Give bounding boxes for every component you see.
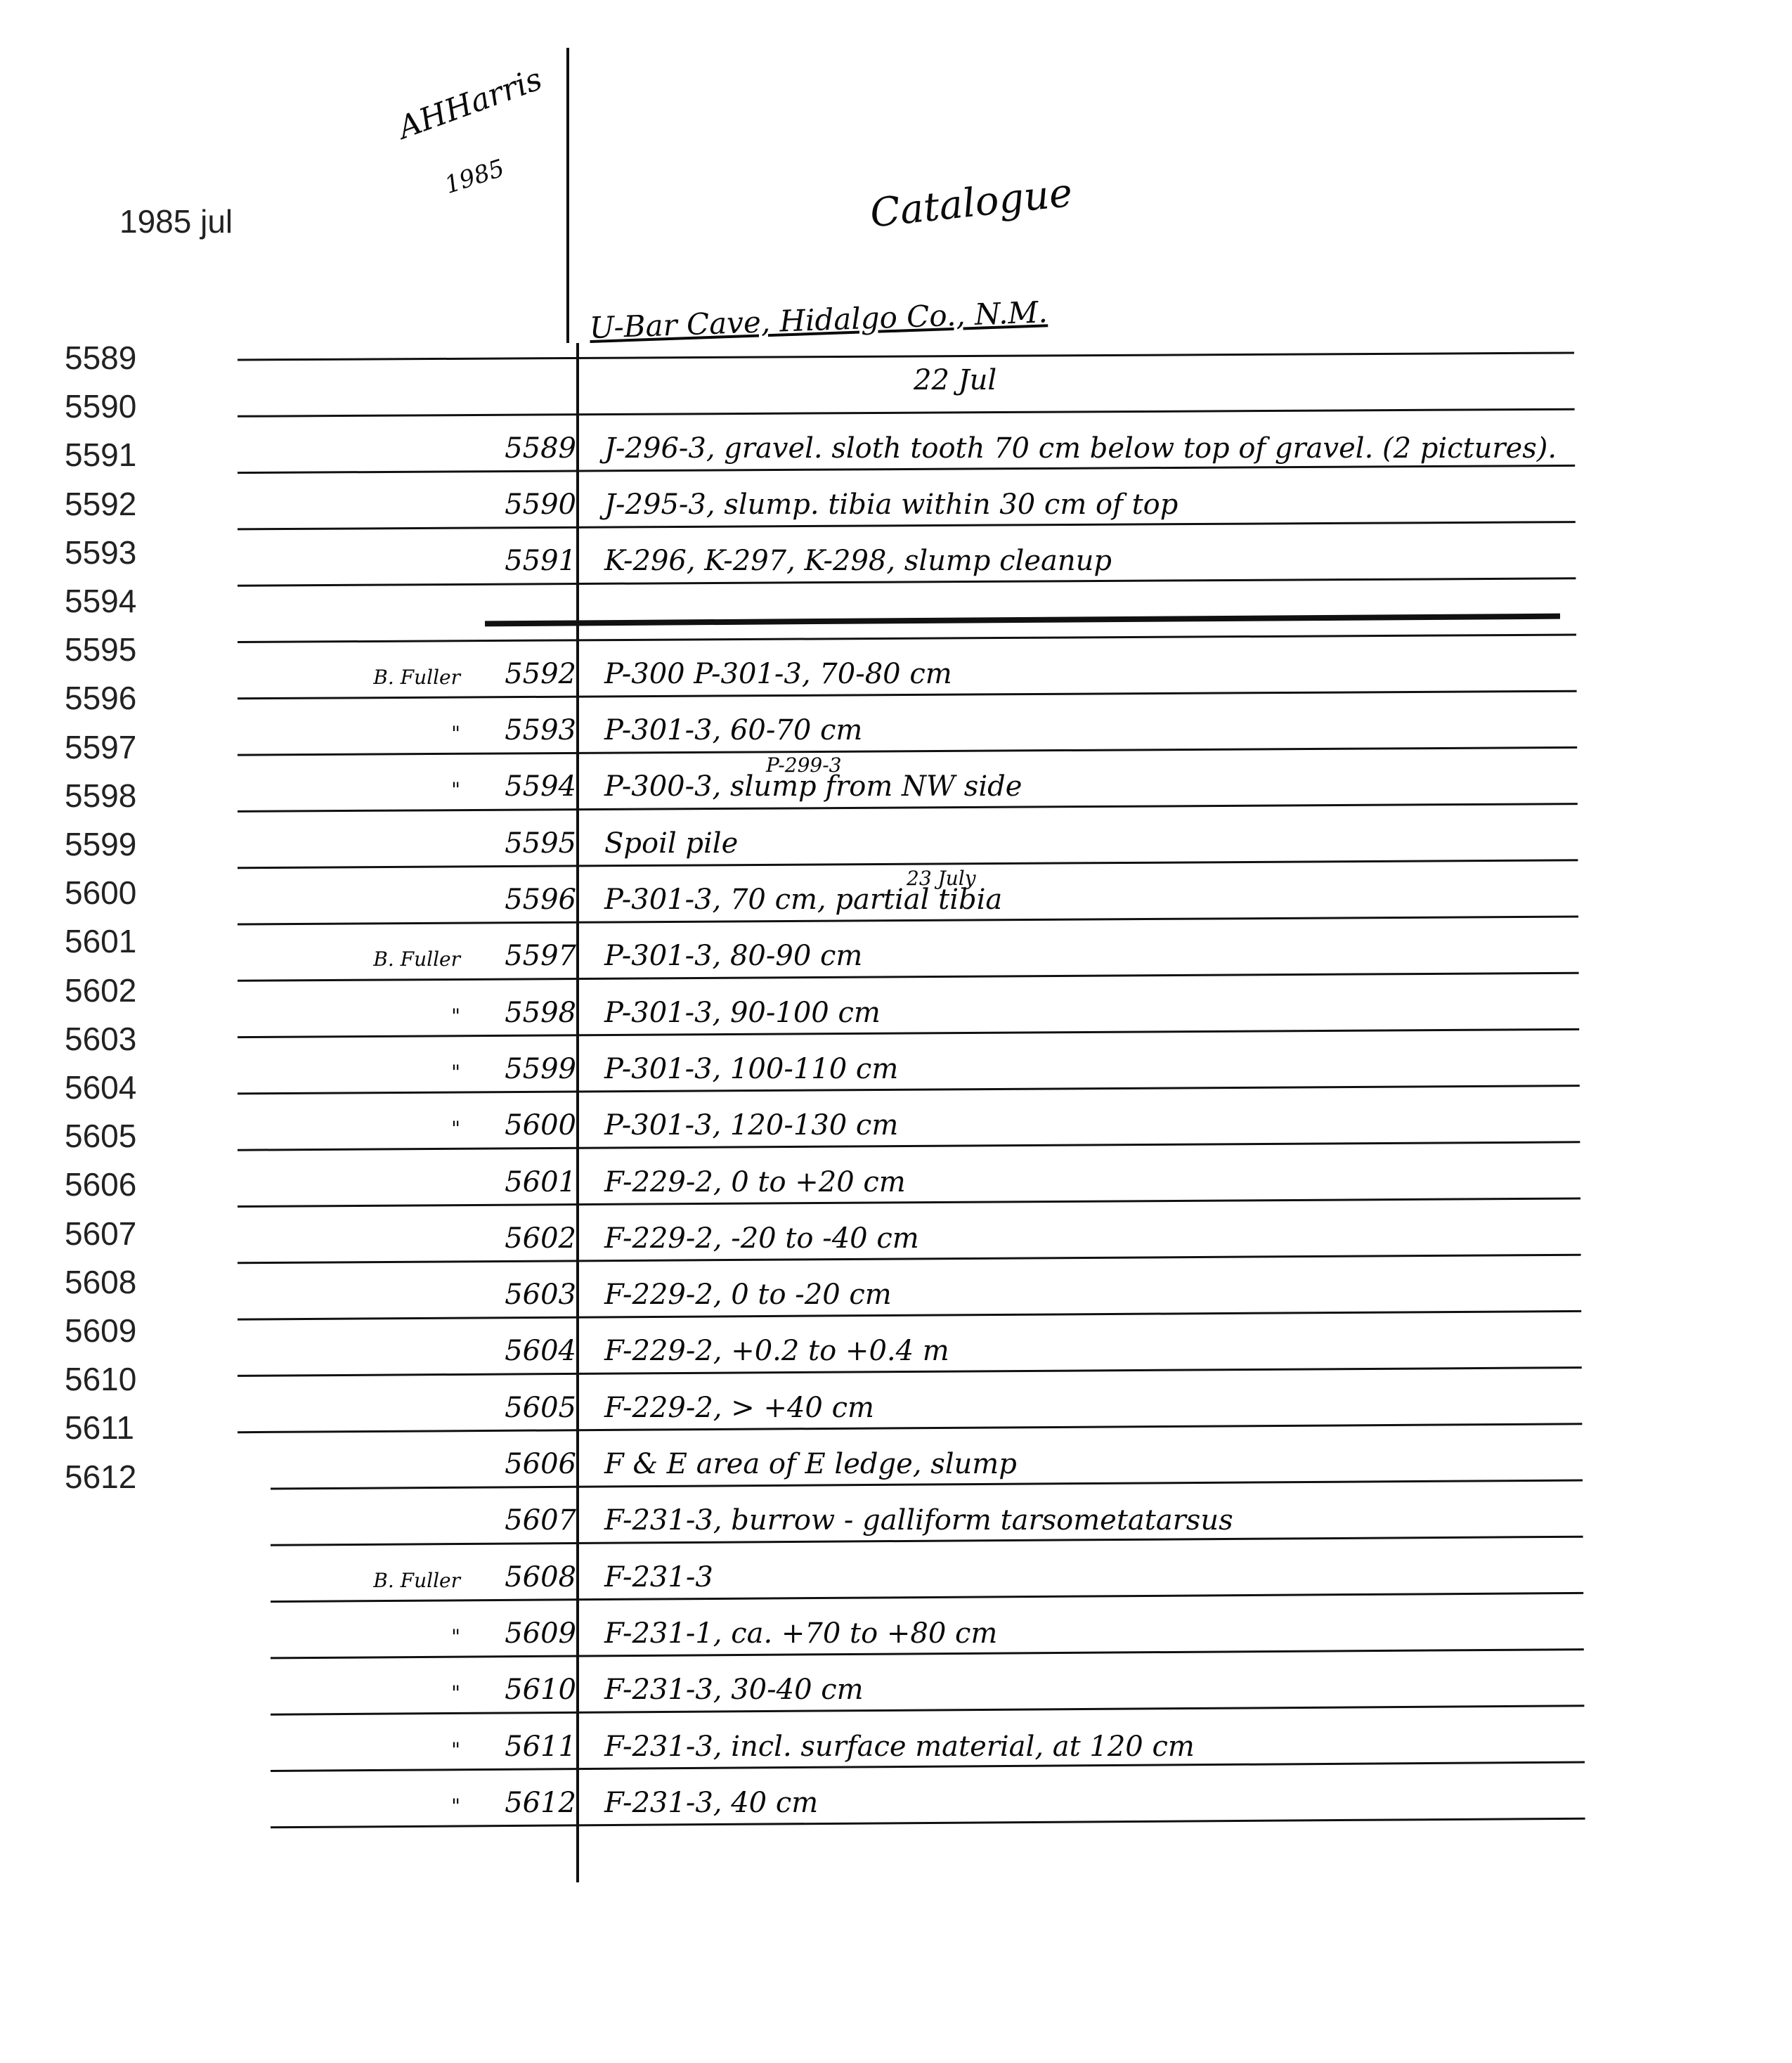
catalogue-number: 5612 bbox=[505, 1786, 576, 1819]
collector-name: B. Fuller bbox=[373, 665, 460, 689]
catalogue-entry: F-231-3, burrow - galliform tarsometatarsus bbox=[604, 1504, 1233, 1537]
catalogue-row bbox=[0, 701, 1792, 751]
side-number: 5603 bbox=[65, 1020, 137, 1057]
catalogue-number: 5593 bbox=[505, 714, 576, 747]
catalogue-entry: P-301-3, 80-90 cm bbox=[604, 940, 863, 973]
catalogue-row bbox=[0, 645, 1792, 694]
side-number: 5597 bbox=[65, 728, 137, 765]
side-number: 5598 bbox=[65, 777, 137, 814]
collector-name: " bbox=[451, 722, 460, 746]
side-number: 5604 bbox=[65, 1069, 137, 1106]
catalogue-row bbox=[0, 1605, 1792, 1654]
catalogue-row bbox=[0, 589, 1792, 638]
catalogue-entry: P-301-3, 120-130 cm bbox=[604, 1109, 899, 1142]
side-number: 5590 bbox=[65, 388, 137, 425]
catalogue-row bbox=[0, 532, 1792, 581]
catalogue-row bbox=[0, 1435, 1792, 1485]
print-date: 1985 jul bbox=[119, 203, 233, 240]
catalogue-number: 5596 bbox=[505, 884, 576, 916]
catalogue-number: 5591 bbox=[505, 545, 576, 578]
catalogue-row bbox=[0, 1153, 1792, 1203]
catalogue-entry: F-231-3, incl. surface material, at 120 cm bbox=[604, 1730, 1195, 1763]
catalogue-number: 5589 bbox=[505, 432, 576, 465]
collector-name: " bbox=[451, 1681, 460, 1705]
catalogue-entry: F-231-3, 30-40 cm bbox=[604, 1674, 864, 1707]
catalogue-row bbox=[0, 1379, 1792, 1428]
catalogue-entry: F-229-2, +0.2 to +0.4 m bbox=[604, 1335, 949, 1368]
catalogue-entry: F-229-2, -20 to -40 cm bbox=[604, 1222, 919, 1255]
catalogue-entry: K-296, K-297, K-298, slump cleanup bbox=[604, 545, 1112, 578]
ruled-line bbox=[238, 353, 1574, 360]
catalogue-number: 5598 bbox=[505, 996, 576, 1029]
catalogue-number: 5607 bbox=[505, 1504, 576, 1537]
side-number: 5610 bbox=[65, 1361, 137, 1398]
catalogue-number: 5609 bbox=[505, 1617, 576, 1650]
side-number: 5605 bbox=[65, 1118, 137, 1155]
catalogue-entry: J-295-3, slump. tibia within 30 cm of top bbox=[604, 488, 1179, 521]
ruled-line bbox=[238, 409, 1575, 416]
side-number: 5593 bbox=[65, 533, 137, 571]
row-annotation: P-299-3 bbox=[766, 754, 842, 777]
catalogue-entry: P-301-3, 90-100 cm bbox=[604, 996, 881, 1029]
side-number: 5589 bbox=[65, 339, 137, 376]
catalogue-entry: J-296-3, gravel. sloth tooth 70 cm below top of gravel. (2 pictures). bbox=[604, 432, 1557, 465]
collector-name: " bbox=[451, 778, 460, 802]
catalogue-entry: F-231-3 bbox=[604, 1560, 713, 1593]
row-annotation: 23 July bbox=[907, 867, 976, 890]
catalogue-entry: P-300 P-301-3, 70-80 cm bbox=[604, 657, 952, 690]
catalogue-row bbox=[0, 984, 1792, 1033]
side-number: 5596 bbox=[65, 680, 137, 717]
catalogue-number: 5595 bbox=[505, 827, 576, 860]
catalogue-number: 5600 bbox=[505, 1109, 576, 1142]
catalogue-entry: P-301-3, 70 cm, partial tibia bbox=[604, 884, 1003, 916]
side-number: 5611 bbox=[65, 1409, 134, 1447]
catalogue-row bbox=[0, 1548, 1792, 1598]
catalogue-number: 5599 bbox=[505, 1052, 576, 1085]
catalogue-row bbox=[0, 815, 1792, 864]
signature-year: 1985 bbox=[441, 154, 508, 200]
collector-name: " bbox=[451, 1004, 460, 1028]
catalogue-entry: F-229-2, 0 to -20 cm bbox=[604, 1279, 892, 1312]
catalogue-row bbox=[0, 1718, 1792, 1767]
catalogue-number: 5592 bbox=[505, 657, 576, 690]
collector-name: " bbox=[451, 1738, 460, 1761]
side-number: 5595 bbox=[65, 631, 137, 668]
catalogue-number: 5602 bbox=[505, 1222, 576, 1255]
catalogue-row bbox=[0, 1492, 1792, 1541]
catalogue-entry: F-229-2, 0 to +20 cm bbox=[604, 1165, 906, 1198]
catalogue-row bbox=[0, 1322, 1792, 1371]
catalogue-number: 5610 bbox=[505, 1674, 576, 1707]
catalogue-row bbox=[0, 1097, 1792, 1146]
side-number: 5592 bbox=[65, 485, 137, 522]
site-date: 22 Jul bbox=[914, 364, 997, 396]
catalogue-entry: F-231-3, 40 cm bbox=[604, 1786, 819, 1819]
catalogue-row bbox=[0, 1774, 1792, 1823]
side-number: 5591 bbox=[65, 436, 137, 474]
collector-name: " bbox=[451, 1060, 460, 1084]
side-number: 5607 bbox=[65, 1215, 137, 1252]
catalogue-number: 5603 bbox=[505, 1279, 576, 1312]
side-number: 5612 bbox=[65, 1458, 137, 1495]
catalogue-entry: F-231-1, ca. +70 to +80 cm bbox=[604, 1617, 998, 1650]
column-divider-upper bbox=[566, 48, 569, 343]
collector-name: B. Fuller bbox=[373, 1568, 460, 1592]
struck-out-entry bbox=[485, 613, 1560, 626]
catalogue-number: 5590 bbox=[505, 488, 576, 521]
side-number: 5601 bbox=[65, 923, 137, 960]
side-number: 5609 bbox=[65, 1312, 137, 1349]
site-header: U-Bar Cave, Hidalgo Co., N.M. bbox=[589, 295, 1048, 345]
side-number: 5608 bbox=[65, 1263, 137, 1300]
side-number: 5594 bbox=[65, 583, 137, 619]
catalogue-entry: P-300-3, slump from NW side bbox=[604, 770, 1022, 803]
collector-name: " bbox=[451, 1624, 460, 1648]
catalogue-entry: F & E area of E ledge, slump bbox=[604, 1448, 1017, 1480]
catalogue-number: 5605 bbox=[505, 1391, 576, 1424]
catalogue-number: 5608 bbox=[505, 1560, 576, 1593]
side-number: 5602 bbox=[65, 971, 137, 1009]
catalogue-row bbox=[0, 927, 1792, 976]
collector-name: " bbox=[451, 1794, 460, 1818]
catalogue-row bbox=[0, 476, 1792, 525]
catalogue-row bbox=[0, 867, 1792, 920]
catalogue-number: 5604 bbox=[505, 1335, 576, 1368]
side-number: 5606 bbox=[65, 1166, 137, 1203]
catalogue-row bbox=[0, 420, 1792, 469]
side-number: 5599 bbox=[65, 826, 137, 862]
catalogue-row bbox=[0, 1040, 1792, 1089]
collector-name: B. Fuller bbox=[373, 948, 460, 971]
catalogue-number: 5611 bbox=[505, 1730, 576, 1763]
catalogue-entry: F-229-2, > +40 cm bbox=[604, 1391, 874, 1424]
catalogue-entry: Spoil pile bbox=[604, 827, 739, 860]
catalogue-number: 5597 bbox=[505, 940, 576, 973]
side-number: 5600 bbox=[65, 874, 137, 912]
catalogue-number: 5606 bbox=[505, 1448, 576, 1480]
catalogue-number: 5601 bbox=[505, 1165, 576, 1198]
catalogue-entry: P-301-3, 100-110 cm bbox=[604, 1052, 899, 1085]
catalogue-entry: P-301-3, 60-70 cm bbox=[604, 714, 863, 747]
catalogue-row bbox=[0, 1210, 1792, 1259]
catalogue-row bbox=[0, 1266, 1792, 1315]
signature: AHHarris bbox=[394, 60, 547, 146]
page-title: Catalogue bbox=[868, 169, 1075, 237]
catalogue-row bbox=[0, 1661, 1792, 1710]
catalogue-number: 5594 bbox=[505, 770, 576, 803]
catalogue-row bbox=[0, 754, 1792, 807]
collector-name: " bbox=[451, 1117, 460, 1141]
